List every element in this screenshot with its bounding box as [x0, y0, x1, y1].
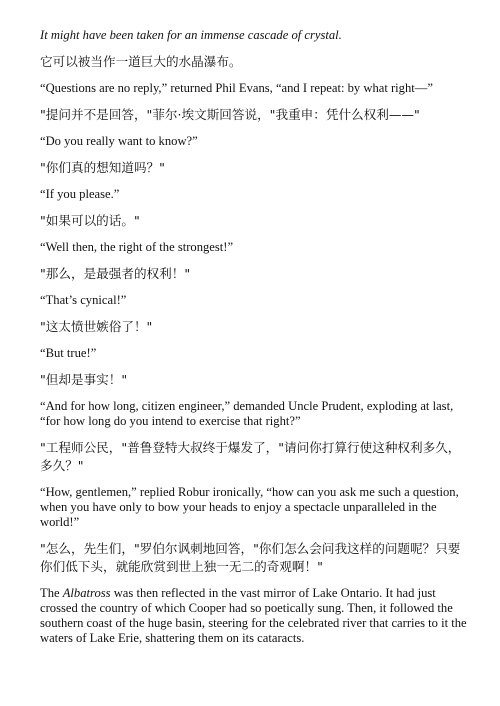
document-page — [40, 28, 470, 656]
paragraph-zh-1: 它可以被当作一道巨大的水晶瀑布。 — [40, 54, 242, 69]
ship-name: Albatross — [62, 586, 111, 600]
paragraph-en-4: “If you please.” — [40, 187, 120, 201]
paragraph-zh-7: "但却是事实！" — [40, 372, 128, 387]
paragraph-en-2: “Questions are no reply,” returned Phil Evans, “and I repeat: by what right—” — [40, 81, 433, 95]
paragraph-zh-3: "你们真的想知道吗？" — [40, 160, 165, 175]
paragraph-zh-2: "提问并不是回答，"菲尔·埃文斯回答说，"我重申：凭什么权利——" — [40, 107, 420, 122]
paragraph-en-9: “How, gentlemen,” replied Robur ironically, “how can you ask me such a question, when you have only to bow your heads to enjoy a spectacle unparalleled in the world!” — [40, 485, 459, 529]
paragraph-zh-8: "工程师公民，"普鲁登特大叔终于爆发了，"请问你打算行使这种权利多久，多久？" — [40, 440, 461, 473]
paragraph-zh-6: "这太愤世嫉俗了！" — [40, 319, 153, 334]
paragraph-zh-4: "如果可以的话。" — [40, 213, 140, 228]
final-prefix: The — [40, 586, 63, 600]
paragraph-en-final — [40, 586, 470, 646]
paragraph-en-3: “Do you really want to know?” — [40, 134, 198, 148]
paragraph-en-5: “Well then, the right of the strongest!” — [40, 240, 234, 254]
paragraph-zh-9: "怎么，先生们，"罗伯尔讽刺地回答，"你们怎么会问我这样的问题呢？只要你们低下头，就能欣赏到世上独一无二的奇观啊！" — [40, 541, 461, 574]
paragraph-en-6: “That’s cynical!” — [40, 293, 127, 307]
paragraph-zh-5: "那么，是最强者的权利！" — [40, 266, 191, 281]
final-rest: was then reflected in the vast mirror of Lake Ontario. It had just crossed the country of which Cooper had so poetically sung. Then, it followed the southern coast of the huge basin, steering for the celebrated river that carries to it the waters of Lake Erie, shattering them on its cataracts. — [40, 586, 467, 645]
paragraph-en-8: “And for how long, citizen engineer,” demanded Uncle Prudent, exploding at last, “for how long do you intend to exercise that right?” — [40, 399, 454, 428]
paragraph-en-1: It might have been taken for an immense cascade of crystal. — [40, 28, 342, 42]
paragraph-en-7: “But true!” — [40, 346, 97, 360]
